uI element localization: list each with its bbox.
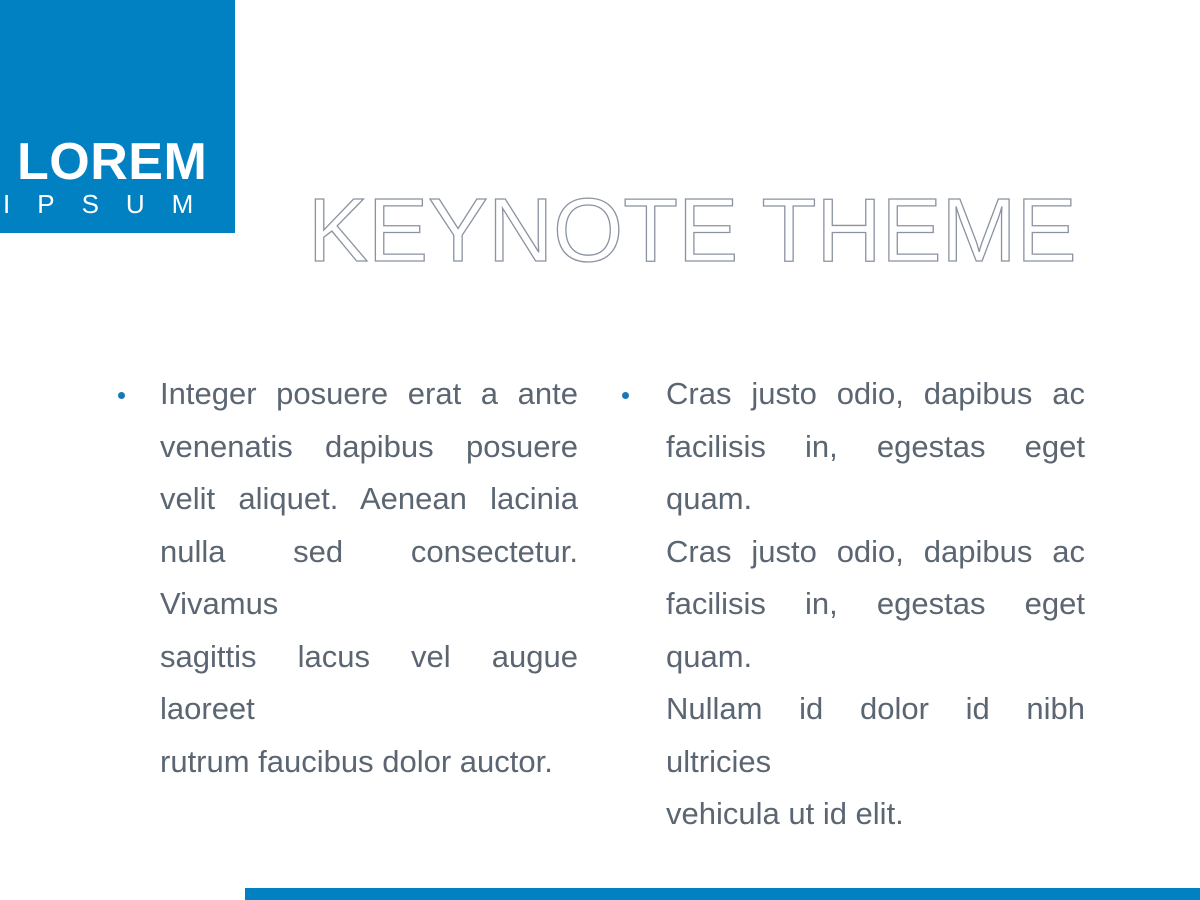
body-text-column-left [160,368,578,788]
text-line: venenatis dapibus posuere [160,428,578,464]
slide-title: KEYNOTE THEME [308,181,1077,282]
text-line: rutrum faucibus dolor auctor. [160,743,553,779]
text-line: Integer posuere erat a ante [160,376,578,411]
logo-lorem-text: LOREM [17,133,208,191]
body-text-column-right [666,368,1085,841]
logo-ipsum-text: IPSUM [3,189,221,219]
text-line: facilisis in, egestas eget quam. [666,586,1085,674]
text-line: vehicula ut id elit. [666,796,904,831]
text-line: Cras justo odio, dapibus ac [666,533,1085,569]
text-line: nulla sed consectetur. Vivamus [160,533,578,621]
text-line: velit aliquet. Aenean lacinia [160,481,578,516]
text-line: Cras justo odio, dapibus ac [666,376,1085,411]
text-line: sagittis lacus vel augue laoreet [160,638,578,726]
bullet-icon [118,392,125,399]
bullet-icon [622,392,629,399]
text-line: Nullam id dolor id nibh ultricies [666,691,1085,779]
lorem-ipsum-logo [0,0,235,233]
footer-accent-bar [245,888,1200,900]
text-line: facilisis in, egestas eget quam. [666,428,1085,516]
